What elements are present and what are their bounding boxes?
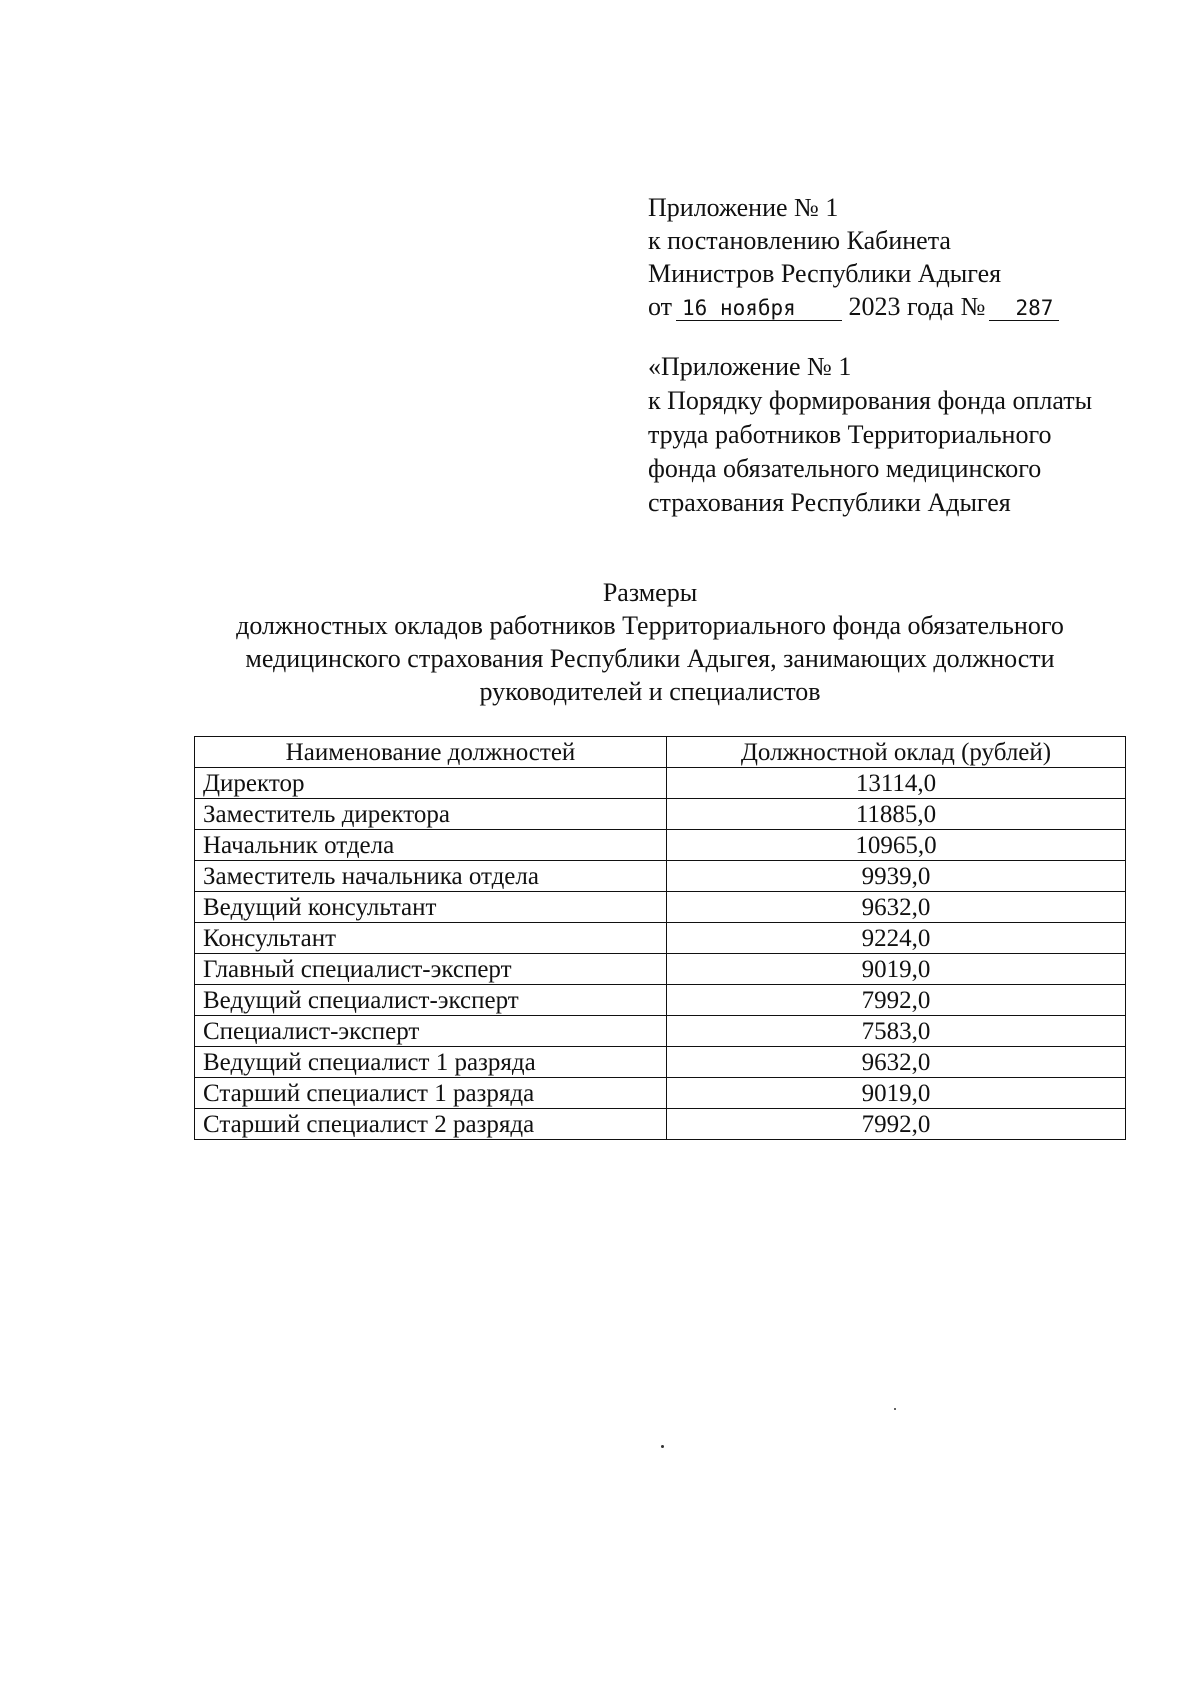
table-row bbox=[195, 1016, 1126, 1047]
salary-cell: 10965,0 bbox=[667, 830, 1126, 861]
table-row bbox=[195, 985, 1126, 1016]
salary-table bbox=[194, 736, 1126, 1140]
date-fill: 16 ноября bbox=[676, 296, 842, 321]
position-cell: Ведущий специалист-эксперт bbox=[195, 985, 667, 1016]
position-cell: Ведущий специалист 1 разряда bbox=[195, 1047, 667, 1078]
heading-subtitle-line: должностных окладов работников Территориального фонда обязательного bbox=[236, 611, 1064, 640]
order-appendix-line: труда работников Территориального bbox=[648, 420, 1052, 449]
table-row bbox=[195, 768, 1126, 799]
salary-cell: 9632,0 bbox=[667, 1047, 1126, 1078]
column-header-position: Наименование должностей bbox=[195, 737, 667, 768]
position-cell: Начальник отдела bbox=[195, 830, 667, 861]
position-cell: Старший специалист 1 разряда bbox=[195, 1078, 667, 1109]
order-appendix-line: «Приложение № 1 bbox=[648, 352, 852, 381]
heading-subtitle-line: руководителей и специалистов bbox=[479, 677, 821, 706]
position-cell: Ведущий консультант bbox=[195, 892, 667, 923]
position-cell: Главный специалист-эксперт bbox=[195, 954, 667, 985]
table-row bbox=[195, 1078, 1126, 1109]
table-row bbox=[195, 1047, 1126, 1078]
appendix-title: Приложение № 1 bbox=[648, 193, 839, 222]
table-row bbox=[195, 892, 1126, 923]
heading-subtitle-line: медицинского страхования Республики Адыгея, занимающих должности bbox=[245, 644, 1055, 673]
salary-cell: 7992,0 bbox=[667, 1109, 1126, 1140]
salary-cell: 9019,0 bbox=[667, 954, 1126, 985]
scan-speck bbox=[661, 1445, 664, 1448]
salary-cell: 9019,0 bbox=[667, 1078, 1126, 1109]
appendix-resolution-line: к постановлению Кабинета bbox=[648, 226, 951, 255]
date-year: 2023 года № bbox=[848, 292, 986, 321]
table-header-row bbox=[195, 737, 1126, 768]
document-number-fill: 287 bbox=[989, 296, 1059, 321]
document-heading bbox=[150, 576, 1150, 708]
salary-cell: 7992,0 bbox=[667, 985, 1126, 1016]
table-row bbox=[195, 954, 1126, 985]
order-appendix-line: страхования Республики Адыгея bbox=[648, 488, 1011, 517]
order-appendix-line: к Порядку формирования фонда оплаты bbox=[648, 386, 1093, 415]
salary-cell: 9939,0 bbox=[667, 861, 1126, 892]
heading-title: Размеры bbox=[602, 578, 698, 607]
appendix-date-line bbox=[648, 290, 1059, 323]
position-cell: Заместитель директора bbox=[195, 799, 667, 830]
salary-cell: 9224,0 bbox=[667, 923, 1126, 954]
table-row bbox=[195, 1109, 1126, 1140]
position-cell: Старший специалист 2 разряда bbox=[195, 1109, 667, 1140]
order-appendix-block bbox=[648, 350, 1092, 520]
column-header-salary: Должностной оклад (рублей) bbox=[667, 737, 1126, 768]
salary-cell: 9632,0 bbox=[667, 892, 1126, 923]
position-cell: Специалист-эксперт bbox=[195, 1016, 667, 1047]
appendix-header bbox=[648, 191, 1059, 323]
order-appendix-line: фонда обязательного медицинского bbox=[648, 454, 1042, 483]
table-row bbox=[195, 830, 1126, 861]
scan-speck bbox=[894, 1408, 896, 1410]
salary-cell: 11885,0 bbox=[667, 799, 1126, 830]
position-cell: Заместитель начальника отдела bbox=[195, 861, 667, 892]
table-row bbox=[195, 923, 1126, 954]
position-cell: Консультант bbox=[195, 923, 667, 954]
salary-cell: 7583,0 bbox=[667, 1016, 1126, 1047]
date-prefix: от bbox=[648, 292, 673, 321]
table-row bbox=[195, 799, 1126, 830]
salary-cell: 13114,0 bbox=[667, 768, 1126, 799]
appendix-cabinet-line: Министров Республики Адыгея bbox=[648, 259, 1002, 288]
position-cell: Директор bbox=[195, 768, 667, 799]
table-row bbox=[195, 861, 1126, 892]
